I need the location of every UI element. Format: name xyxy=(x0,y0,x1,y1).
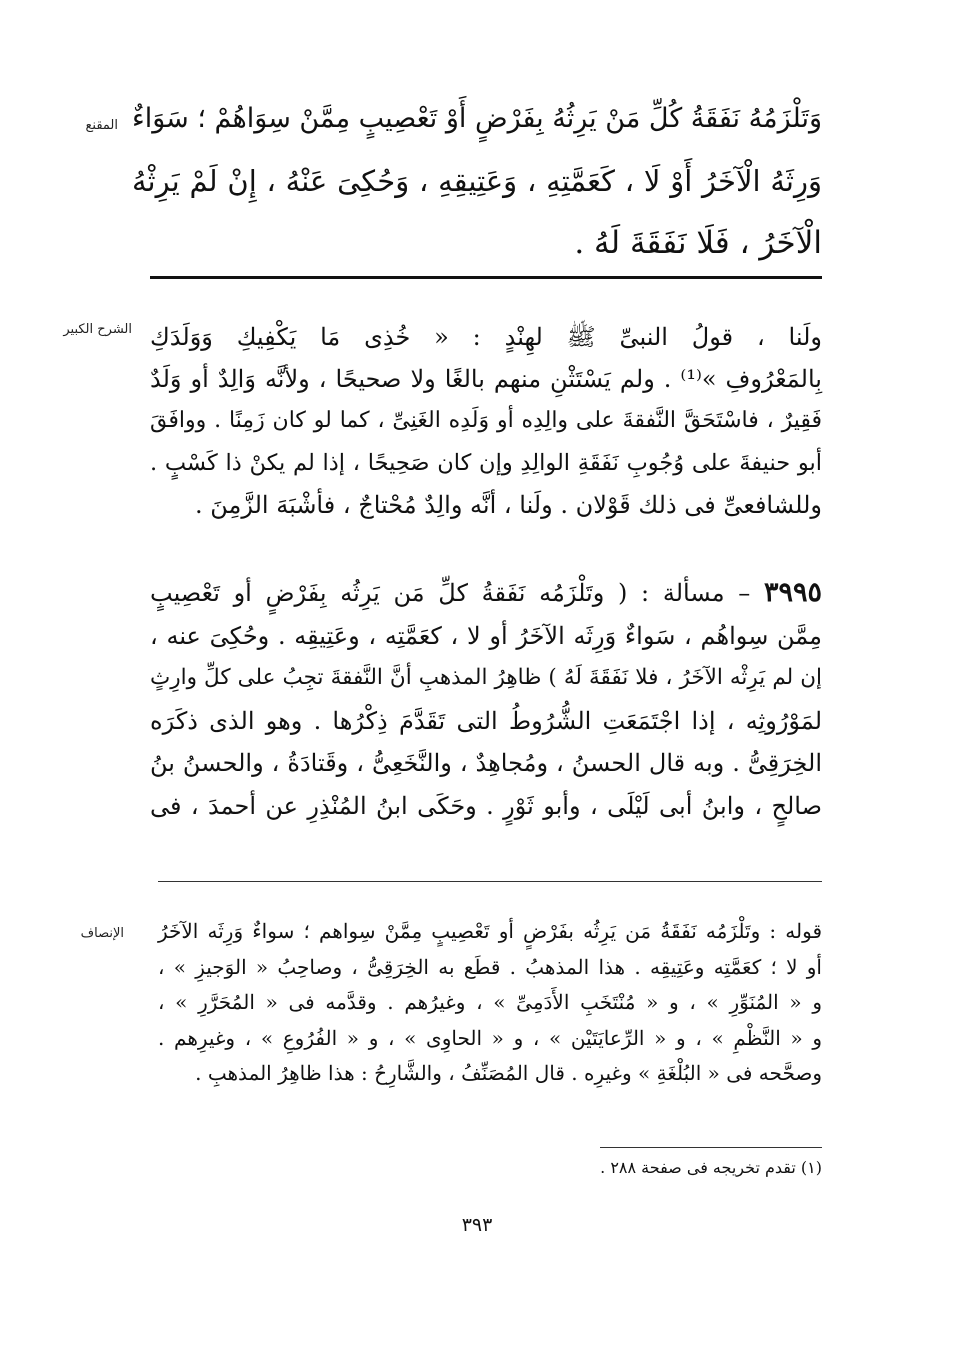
masala-heading-text: – مسألة : ( وتَلْزَمُه نَفَقةُ كلِّ مَن يَرِثُه بِفَرْضٍ أو تَعْصِيبٍ xyxy=(150,579,751,607)
sharh-line: ولَنا ، قولُ النبىِّ ﷺ لهِنْدٍ : « خُذِى مَا يَكْفِيكِ وَوَلَدَكِ xyxy=(150,323,822,351)
section-divider xyxy=(158,881,822,882)
footnote: (١) تقدم تخريجه فى صفحة ٢٨٨ . xyxy=(600,1158,822,1177)
masala-line: صالحٍ ، وابنُ أبى لَيْلَى ، وأبو ثَوْرٍ . وحَكَى ابنُ المُنْذِرِ عن أحمدَ ، فى xyxy=(150,791,822,820)
insaf-text xyxy=(158,914,822,1092)
masala-heading-line xyxy=(150,572,822,615)
insaf-line: أو لا ؛ كعَمَّتِه وعَتِيقِه . هذا المذهبُ . قطَع به الخِرَقِىُّ ، وصاحِبُ « الوَجيزِ » ، xyxy=(158,954,822,979)
sharh-line: وللشافعىِّ فى ذلك قَوْلان . ولَنا ، أنَّه والِدٌ مُحْتاجٌ ، فأشْبَهَ الزَّمِنَ . xyxy=(194,491,822,519)
page-number: ٣٩٣ xyxy=(461,1214,493,1236)
margin-label-muqni: المقنع xyxy=(85,118,118,133)
masala-line: الخِرَقِىُّ . وبه قال الحسنُ ، ومُجاهِدٌ ، والنَّخَعِىُّ ، وقَتادَةُ ، والحسنُ بنُ xyxy=(150,749,822,777)
margin-label-sharh: الشرح الكبير xyxy=(63,322,132,337)
insaf-line: قوله : وتَلْزَمُه نَفَقَةُ مَن يَرِثُه بفَرْضٍ أو تَعْصِيبٍ مِمَّنْ سِواهم ؛ سواءٌ وَرِثَه الآخَرُ xyxy=(158,919,822,943)
muqni-text xyxy=(132,88,822,274)
masala-text xyxy=(150,572,822,827)
insaf-line: و « المُنَوِّرِ » ، و « مُنْتَخَبِ الأَدَمِىِّ » ، وغيرُهم . وقدَّمه فى « المُحَرَّرِ » ، xyxy=(158,990,822,1014)
masala-line: مِمَّن سِواهُم ، سَواءٌ وَرِثَه الآخَرُ أو لا ، كعَمَّتِه ، وعَتِيقِه . وحُكِىَ عنه ، xyxy=(150,621,823,650)
footnote-divider xyxy=(600,1147,822,1148)
margin-label-insaf: الإنصاف xyxy=(80,926,124,941)
insaf-line: وصحَّحه فى « البُلْغَةِ » وغيرِه . قال المُصَنِّفُ ، والشَّارِحُ : هذا ظاهِرُ المذهبِ . xyxy=(195,1061,822,1085)
sharh-line: فَقِيرٌ ، فاسْتَحَقَّ النَّفقةَ على والِدِه أو وَلَدِه الغَنِىِّ ، كما لو كان زَمِنًا . ووافَقَ xyxy=(150,408,822,433)
masala-number: ٣٩٩٥ xyxy=(763,577,822,608)
sharh-text xyxy=(150,316,822,526)
muqni-line: وَتَلْزَمُهُ نَفَقَةُ كُلِّ مَنْ يَرِثُهُ بِفَرْضٍ أَوْ تَعْصِيبٍ مِمَّنْ سِوَاهُمْ ؛ سَوَاءٌ xyxy=(132,103,822,134)
muqni-line: الْآخَرُ ، فَلَا نَفَقَةَ لَهُ . xyxy=(574,225,822,261)
muqni-line: وَرِثَهُ الْآخَرُ أَوْ لَا ، كَعَمَّتِهِ ، وَعَتِيقِهِ ، وَحُكِىَ عَنْهُ ، إِنْ لَمْ يَرِثْهُ xyxy=(132,164,822,198)
insaf-line: و « النَّظْمِ » ، و « الرِّعايَتَيْن » ، و « الحاوِى » ، و « الفُرُوعِ » ، وغيرِهم . xyxy=(158,1025,822,1050)
masala-line: لمَوْرُوثِه ، إذا اجْتَمَعَتِ الشُّرُوطُ التى تَقَدَّمَ ذِكْرُها . وهو الذى ذكَرَه xyxy=(150,706,822,735)
sharh-line: بِالمَعْرُوفِ »⁽¹⁾ . ولم يَسْتَثْنِ منهم بالغًا ولا صحيحًا ، ولأنَّه وَالِدٌ أو وَلَدٌ xyxy=(150,365,822,393)
masala-line: إن لم يَرِثْه الآخَرُ ، فلا نَفَقَةَ لَهُ ) ظاهِرُ المذهبِ أنَّ النَّفقةَ تجِبُ على كلِّ وارِثٍ xyxy=(150,665,822,690)
section-divider xyxy=(150,276,822,279)
sharh-line: أبو حنيفةَ على وُجُوبِ نَفَقَةِ الوالِدِ وإن كان صَحِيحًا ، إذا لم يكنْ ذا كَسْبٍ . xyxy=(150,450,822,476)
